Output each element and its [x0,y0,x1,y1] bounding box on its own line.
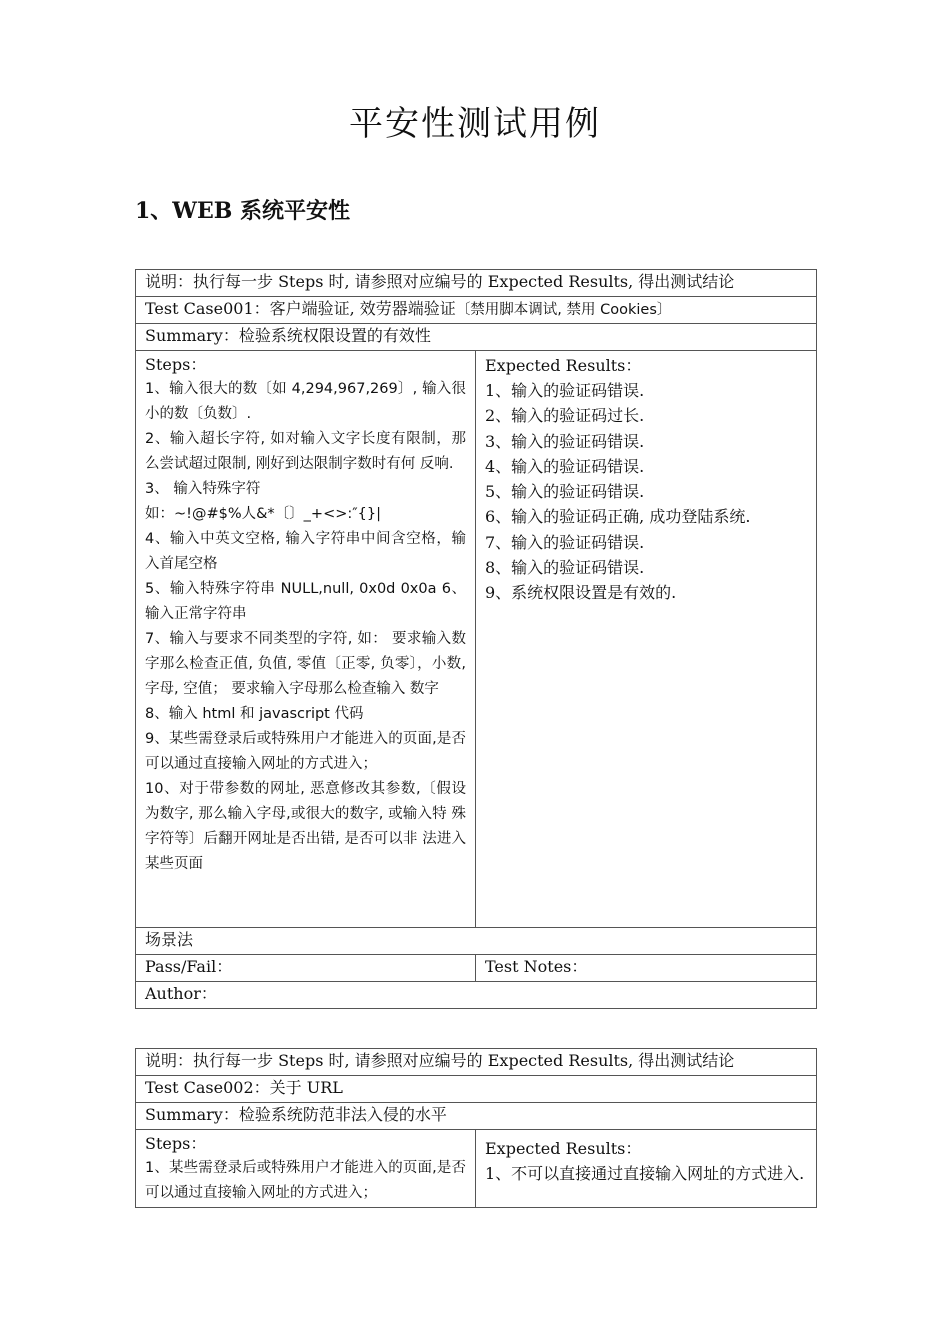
step-item: 2、输入超长字符, 如对输入文字长度有限制，那么尝试超过限制, 刚好到达限制字数时有何 反响. [145,431,466,472]
scenario-row: 场景法 [136,928,817,955]
expected-result-item: 1、不可以直接通过直接输入网址的方式进入. [485,1164,805,1183]
test-case-table [135,1048,817,1208]
step-item: 3、 输入特殊字符 [145,481,261,497]
author-row: Author： [136,982,817,1009]
expected-result-item: 9、系统权限设置是有效的. [485,583,677,603]
step-item: 7、输入与要求不同类型的字符, 如： 要求输入数字那么检查正值, 负值, 零值〔正零, 负零〕，小数, 字母, 空值； 要求输入字母那么检查输入 数字 [145,631,466,697]
expected-results-cell [476,1130,817,1208]
test-case-title: Test Case001：客户端验证, 效劳器端验证 [145,299,456,318]
step-item: 8、输入 html 和 javascript 代码 [145,706,364,722]
expected-result-item: 3、输入的验证码错误. [485,431,645,451]
section-heading: 1、WEB 系统平安性 [135,198,351,224]
expected-result-item: 4、输入的验证码错误. [485,456,645,476]
step-item: 9、某些需登录后或特殊用户才能进入的页面,是否可以通过直接输入网址的方式进入； [145,731,466,772]
test-case-table [135,269,817,1009]
expected-result-item: 6、输入的验证码正确, 成功登陆系统. [485,507,751,527]
document-title: 平安性测试用例 [349,104,601,144]
test-notes-cell: Test Notes： [476,955,817,982]
summary-row: Summary：检验系统防范非法入侵的水平 [136,1103,817,1130]
step-item: 1、输入很大的数〔如 4,294,967,269〕, 输入很小的数〔负数〕. [145,381,466,422]
test-case-title-row [136,297,817,324]
step-item: 10、对于带参数的网址, 恶意修改其参数,〔假设 为数字, 那么输入字母,或很大的数字, 或输入特 殊字符等〕后翻开网址是否出错, 是否可以非 法进入某些页面 [145,781,466,872]
steps-cell [136,1130,476,1208]
instruction-row: 说明：执行每一步 Steps 时, 请参照对应编号的 Expected Results, 得出测试结论 [136,1049,817,1076]
expected-result-item: 1、输入的验证码错误. [485,381,645,400]
step-item: 5、输入特殊字符串 NULL,null, 0x0d 0x0a 6、输入正常字符串 [145,581,466,622]
expected-results-label: Expected Results： [485,356,642,375]
expected-result-item: 2、输入的验证码过长. [485,406,645,426]
expected-result-item: 8、输入的验证码错误. [485,558,645,578]
pass-fail-cell: Pass/Fail： [136,955,476,982]
test-case-title-row: Test Case002：关于 URL [136,1076,817,1103]
instruction-row: 说明：执行每一步 Steps 时, 请参照对应编号的 Expected Results, 得出测试结论 [136,270,817,297]
test-case-title-note: 〔禁用脚本调试, 禁用 Cookies〕 [455,302,672,318]
steps-label: Steps： [145,1134,207,1153]
steps-label: Steps： [145,355,207,374]
expected-results-label: Expected Results： [485,1139,642,1158]
expected-result-item: 7、输入的验证码错误. [485,532,645,552]
summary-row: Summary：检验系统权限设置的有效性 [136,324,817,351]
step-item: 如：~!@#$%人&*〔〕_+<>:″{}| [145,506,382,522]
expected-result-item: 5、输入的验证码错误. [485,482,645,502]
steps-cell [136,351,476,928]
step-item: 4、输入中英文空格, 输入字符串中间含空格，输入首尾空格 [145,531,466,572]
step-item: 1、某些需登录后或特殊用户才能进入的页面,是否可以通过直接输入网址的方式进入； [145,1160,466,1201]
expected-results-cell [476,351,817,928]
